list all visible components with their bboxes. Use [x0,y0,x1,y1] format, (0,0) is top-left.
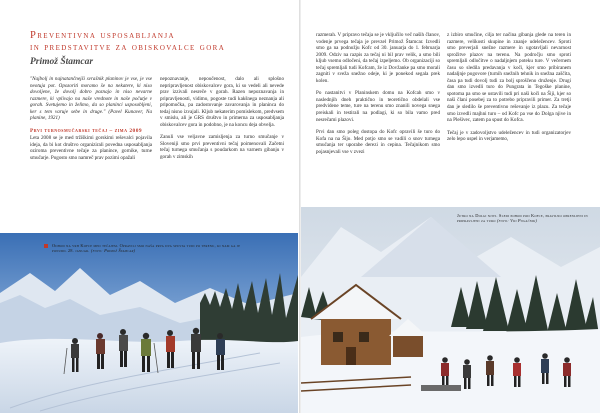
photo-mountain-hut [301,207,600,413]
paragraph: Tečaj je v zadovoljstvo udeležencev in tudi organizatorjev zelo lepo uspel in verjamemo, [447,129,571,143]
section-subheading: Prvi turnosmučarski tečaj – zima 2009 [30,127,143,134]
photo-credit: (foto: Vid Pogačnik) [496,218,538,224]
caption-text: Jutro na Dolgi njivi. Sledi pohod pod Kofce, pravilno oprenljeni in pripravljeni za turo [457,213,588,224]
paragraph: Prvi dan smo poleg dostopa do Kofc opravili še turo do Kofa na na Šijo. Med potjo smo se vadili o snov turnega smučanja ter uporabe derezi in cepina. Tečajnikom smo pojasnjevali vse v zvezi [316,129,440,155]
article-title-line-1: Preventivna usposabljanja [30,30,175,41]
sled [421,385,461,391]
text-column-1 [30,76,152,162]
photo-credit: (foto: Primož Štamcar) [90,248,136,254]
paragraph: z izbiro smučine, cilja ter načina gibanja glede na teren in razmere, velikosti skupine in znanje udeležencev. Sproti smo preverjali snežne razmere in ugotavljali nevarnost sprožitve plazov na terenu. Na področju smo sproti spremljali odločitve o nadaljnjem poteku ture. V večernem času so sledila predavanja v koči, kjer smo pribiranem nadaljnje pogovore (turnih snežnih tehnik in snežna zaščita, časa pa tudi dovolj tudi za bolj sproščeno druženje. Drugi dan smo izvedli turo do Pungrata in Tegoške planine, spotoma pa smo se ustavili tudi pri naši koči na Šiji, kjer so naši člani posebej za to potrebo pripravili primer. Za tretji dan je sledilo še preventivno reševanje iz plazu. Za tečaje smo izvedli majhni turo – od Kofc pa vse do Dolga njive in na Plešivec, zatem pa spust do Kofca. [447,32,571,124]
paragraph: Po nastanitvi v Planinskem domu na Kofcah smo v naslednjih dneh praktično in teoretično obdelali vse predvidene teme, ture na terenu smo znanili novega snega preiskali in testirali na podlagi, ki so bila vamo pred nesrečami plazovi. [316,90,440,123]
text-column-2 [160,76,284,161]
paragraph: Zanuli vse veljavne zamisljenja za turno smučanje v Sloveniji smo prvi preventivni tečaj poimenovali Začetni tečaj turnega smučanja s poudarkom na varnem gibanju v gorah v zimskih [160,134,284,161]
paragraph: razmerah. V pripravo tečaja se je vključilo več naših članov, vodenje prvega tečaja je prevzel Primož Štamcar. Izvedli smo ga na podnožju Kofc od 30. januarja do 1. februarja 2009. Odziv na razpis za tečaj ni bil prav velik, a smo bili kljub vsemu odločeni, da tečaj izpeljemo. Ob organizaciji so tečaj spremljali tudi Kofcam, že iz Dovžanke pa smo morali zagniti v sveža snežno odeje, ki je ponekod segala prek kolen. [316,32,440,84]
article-header [30,30,285,67]
opening-quote: "Najbolj in najnatančnejši svrašnik planinov je vse, je vse neotuja pot. Opozoriti moramo še na nekatere, ki niso dovoljene, že dovolj dobro poznajo in niso nevarne razmere, ki vplivajo na naše vrednote in naše počutje v gorah. Svetujemo in želimo, da so planinci usposobljeni, ker s tem varuje sebe in druge." (Pavel Kunaver, Na planine, 1921) [30,76,152,122]
paragraph: nepoznavanje, nepoučenost, dalo ali splošno nepripravljenost obiskovalcev gora, ki so vedeli ali nevede prav izzivali nesreče v gorah. Razen nepoznavanja in pripravljenosti, vidimo, pogoste tudi kakšnega neznanja ali pripomočka, pa zadostovanje zavarovanja in planinca do tedaj nisno izvajali. Kljub nekaterim pomislekom, predvsem v smislu, ali je GRS društvo in primerna za usposabljanja obiskovalcev gora in podobno, je na koncu deja obvelja. [160,76,284,128]
text-column-4 [447,32,571,143]
text-column-3 [316,32,440,155]
photo-ski-group [0,233,298,413]
ski-group-illustration [0,233,298,413]
photo-caption-left [52,243,252,254]
article-title-line-2: in predstavitve za obiskovalce gora [30,42,226,53]
caption-text: Odhod na vrh Kofce med tečajem. Opravili smo naša prva dva spusta tudi po terenu, ki nam ga je ponudil 28. januar. [52,243,241,254]
caption-bullet [44,244,48,248]
article-author: Primož Štamcar [30,57,94,67]
photo-caption-right [457,213,589,224]
paragraph: Leta 2008 se je med tržiškimi gorskimi reševalci pojavila ideja, da bi kot društvo organizirali povedna usposabljanja oziroma preventivne tečaje za planince, gornike, turne smučarje. Pogosto smo namreč prav pozimi opažali [30,135,152,162]
mountain-hut-illustration [301,207,600,413]
